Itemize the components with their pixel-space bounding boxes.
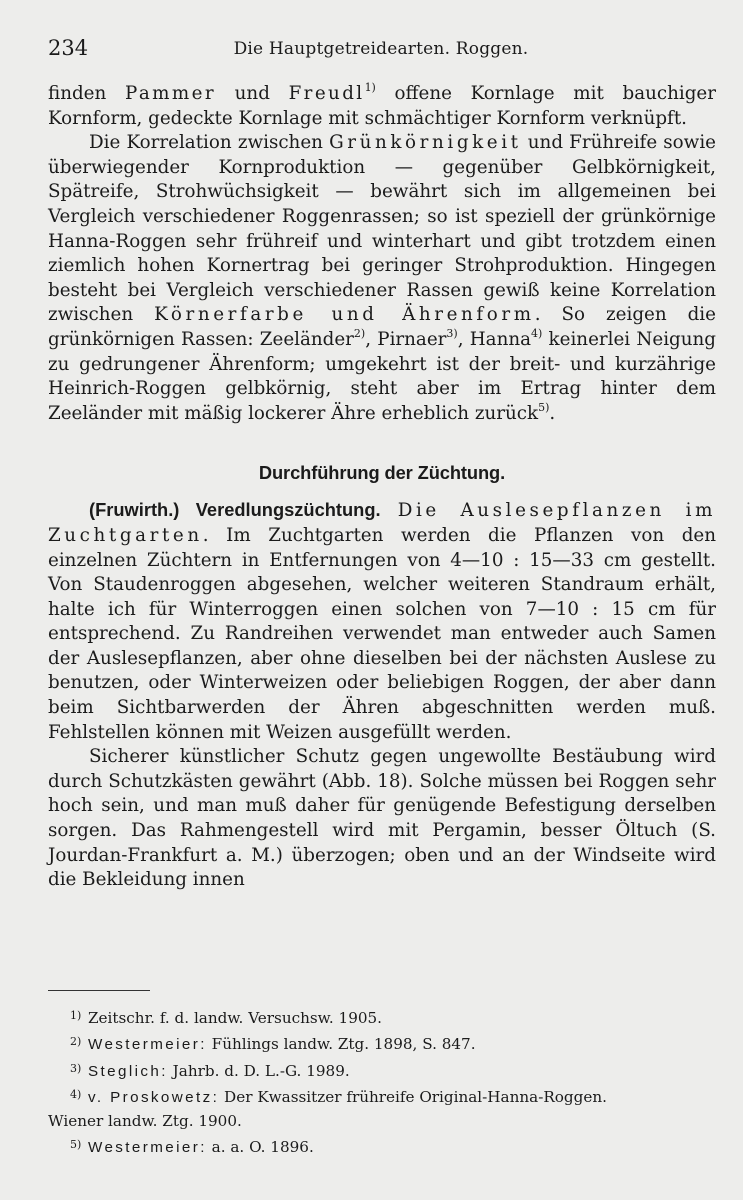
paragraph-3 bbox=[48, 498, 716, 745]
paragraph-2 bbox=[48, 131, 716, 426]
paragraph-1 bbox=[48, 82, 716, 131]
emphasized-term: Körnerfarbe und Ährenform bbox=[154, 304, 535, 326]
footnote-ref[interactable]: 3) bbox=[446, 326, 458, 340]
footnote-ref[interactable]: 2) bbox=[353, 326, 366, 340]
footnote bbox=[48, 1133, 718, 1159]
page-header bbox=[48, 36, 714, 66]
text-run: . So zeigen die grünkörnigen Rassen: Zeeländer bbox=[48, 304, 716, 350]
text-run: Die Korrelation zwischen bbox=[89, 132, 330, 154]
footnote-text: a. a. O. 1896. bbox=[206, 1138, 314, 1157]
text-run: finden bbox=[48, 83, 125, 104]
main-text bbox=[48, 82, 716, 893]
footnote-continuation bbox=[48, 1110, 718, 1133]
footnote-ref[interactable]: 5) bbox=[538, 400, 550, 414]
text-run: und bbox=[215, 83, 289, 104]
footnote-text: Zeitschr. f. d. landw. Versuchsw. 1905. bbox=[88, 1009, 383, 1027]
footnote-text: Jahrb. d. D. L.-G. 1989. bbox=[167, 1061, 350, 1080]
footnote bbox=[48, 1083, 718, 1109]
text-run: . bbox=[549, 402, 556, 424]
footnote-rule bbox=[48, 990, 150, 991]
footnote-mark: 2) bbox=[70, 1035, 82, 1049]
footnote bbox=[48, 1030, 718, 1056]
text-run: . Im Zuchtgarten werden die Pflanzen von den einzelnen Züchtern in Entfernungen von 4—10 : 15—33 cm gestellt. Von Staudenroggen abgesehen, welcher weiteren Standraum erhält, halte ich für Winterroggen einen solchen von 7—10 : 15 cm für entsprechend. Zu Randreihen verwendet man entweder auch Samen der Auslesepflanzen, aber ohne dieselben bei der nächsten Auslese zu benutzen, oder Winterweizen oder beliebigen Roggen, der aber dann beim Sichtbarwerden der Ähren abgeschnitten werden muß. Fehlstellen können mit Weizen ausgefüllt werden. bbox=[48, 524, 716, 743]
footnote-text: Wiener landw. Ztg. 1900. bbox=[48, 1111, 242, 1130]
footnote-ref[interactable]: 1) bbox=[364, 80, 376, 94]
author-name: Freudl bbox=[288, 83, 365, 104]
emphasized-term: Grünkörnigkeit bbox=[329, 132, 522, 154]
footnote-author: Westermeier: bbox=[88, 1139, 207, 1157]
emphasized-term: Die Auslesepflanzen im Zuchtgarten bbox=[48, 500, 717, 546]
text-run: , Pirnaer bbox=[365, 328, 447, 350]
page-number: 234 bbox=[48, 36, 89, 60]
text-run: Sicherer künstlicher Schutz gegen ungewollte Bestäubung wird durch Schutzkästen gewährt (Abb. 18). Solche müssen bei Roggen sehr hoch sein, und man muß daher für genügende Befestigung derselben sorgen. Das Rahmengestell wird mit Pergamin, besser Öltuch (S. Jourdan-Frankfurt a. M.) überzogen; oben und an der Windseite wird die Bekleidung innen bbox=[48, 746, 716, 891]
footnote bbox=[48, 1004, 718, 1030]
footnotes bbox=[48, 1004, 718, 1159]
text-run: offene Kornlage mit bauchiger Kornform, gedeckte Kornlage mit schmächtiger Kornform verknüpft. bbox=[48, 83, 716, 129]
author-name: Pammer bbox=[124, 83, 216, 104]
section-heading: Durchführung der Züchtung. bbox=[258, 462, 506, 484]
footnote-author: v. Proskowetz: bbox=[88, 1089, 220, 1107]
running-title: Die Hauptgetreidearten. Roggen. bbox=[233, 39, 529, 59]
bold-run-in-heading: (Fruwirth.) Veredlungszüchtung. bbox=[89, 499, 381, 521]
text-run: keinerlei Neigung zu gedrungener Ährenform; umgekehrt ist der breit- und kurzährige Heinrich-Roggen gelbkörnig, steht aber im Ertrag hinter dem Zeeländer mit mäßig lockerer Ähre erheblich zurück bbox=[48, 328, 716, 424]
footnote-author: Steglich: bbox=[88, 1062, 168, 1080]
footnote-ref[interactable]: 4) bbox=[531, 326, 543, 340]
text-run: , Hanna bbox=[457, 328, 532, 350]
paragraph-4 bbox=[48, 745, 716, 893]
text-run: und Frühreife sowie überwiegender Kornproduktion — gegenüber Gelbkörnigkeit, Spätreife, Strohwüchsigkeit — bewährt sich im allgemeinen bei Vergleich verschiedener Roggenrassen; so ist speziell der grünkörnige Hanna-Roggen sehr frühreif und winterhart und gibt trotzdem einen ziemlich hohen Kornertrag bei geringer Strohproduktion. Hingegen besteht bei Vergleich verschiedener Rassen gewiß keine Korrelation zwischen bbox=[48, 132, 716, 326]
footnote-author: Westermeier: bbox=[88, 1036, 207, 1054]
footnote-mark: 5) bbox=[70, 1138, 82, 1152]
footnote-mark: 4) bbox=[70, 1088, 82, 1102]
footnote-text: Der Kwassitzer frühreife Original-Hanna-Roggen. bbox=[219, 1088, 607, 1107]
footnote bbox=[48, 1057, 718, 1083]
footnote-text: Fühlings landw. Ztg. 1898, S. 847. bbox=[206, 1035, 476, 1054]
footnote-mark: 1) bbox=[70, 1009, 82, 1022]
footnote-mark: 3) bbox=[70, 1061, 82, 1075]
